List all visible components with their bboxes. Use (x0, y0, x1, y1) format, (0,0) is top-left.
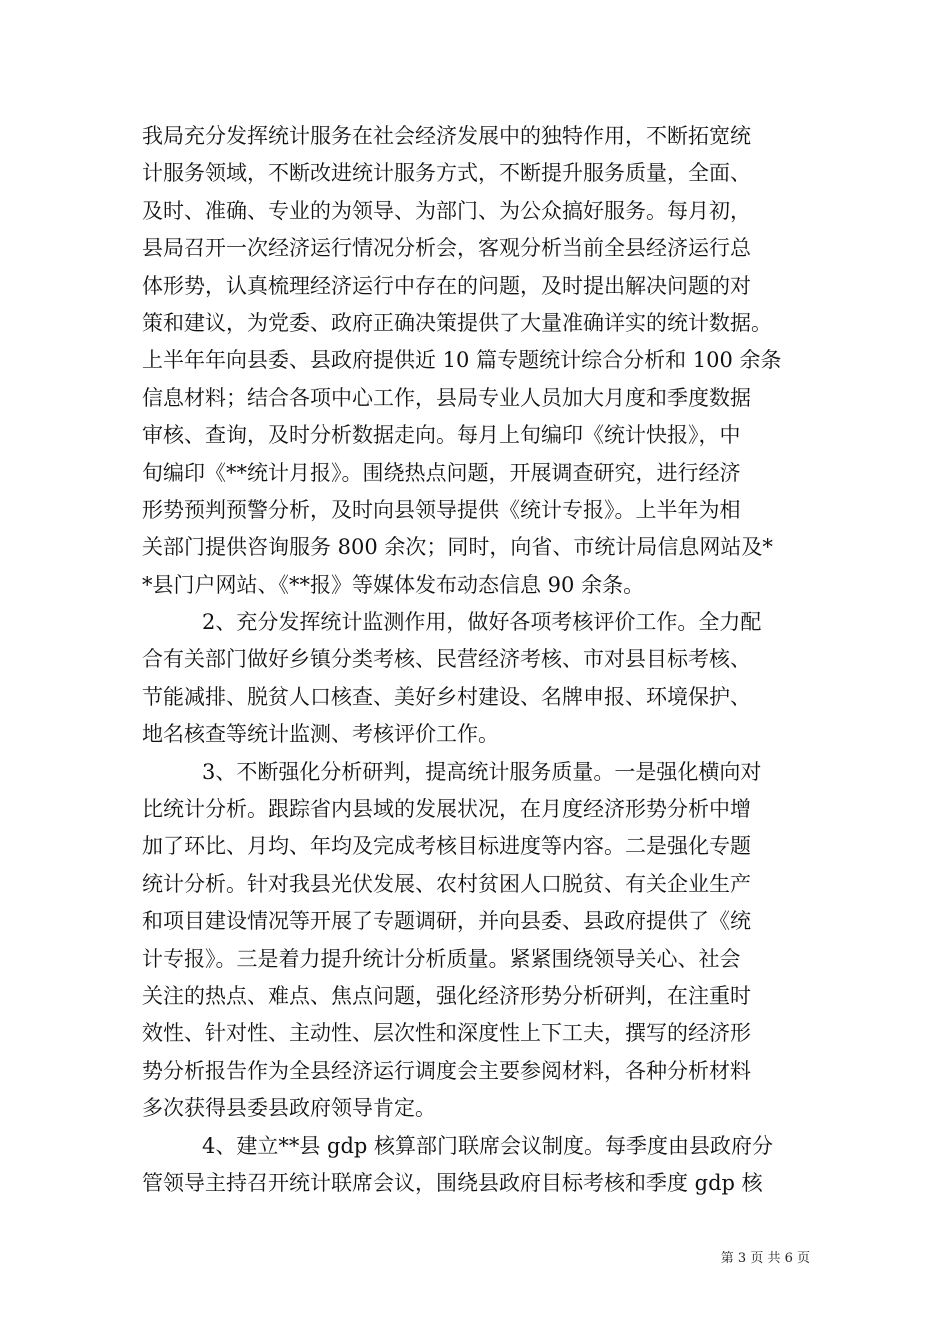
text-line: 比统计分析。跟踪省内县域的发展状况，在月度经济形势分析中增 (142, 797, 751, 822)
text-line: 关部门提供咨询服务 800 余次；同时，向省、市统计局信息网站及* (142, 535, 773, 560)
paragraph-3 (142, 754, 810, 1128)
text-line: 多次获得县委县政府领导肯定。 (142, 1096, 436, 1121)
text-line: 形势预判预警分析，及时向县领导提供《统计专报》。上半年为相 (142, 497, 741, 522)
text-line: 县局召开一次经济运行情况分析会，客观分析当前全县经济运行总 (142, 236, 751, 261)
text-line: 策和建议，为党委、政府正确决策提供了大量准确详实的统计数据。 (142, 310, 772, 335)
text-line: 审核、查询，及时分析数据走向。每月上旬编印《统计快报》，中 (142, 423, 741, 448)
text-line: 加了环比、月均、年均及完成考核目标进度等内容。二是强化专题 (142, 834, 751, 859)
document-body (142, 118, 810, 1202)
paragraph-4 (142, 1128, 810, 1203)
text-line: 上半年年向县委、县政府提供近 10 篇专题统计综合分析和 100 余条 (142, 348, 782, 373)
text-line: 势分析报告作为全县经济运行调度会主要参阅材料，各种分析材料 (142, 1058, 751, 1083)
text-line: 节能减排、脱贫人口核查、美好乡村建设、名牌申报、环境保护、 (142, 684, 751, 709)
text-line: 2、充分发挥统计监测作用，做好各项考核评价工作。全力配 (202, 610, 762, 635)
text-line: 地名核查等统计监测、考核评价工作。 (142, 722, 499, 747)
text-line: 4、建立**县 gdp 核算部门联席会议制度。每季度由县政府分 (202, 1133, 774, 1158)
text-line: 效性、针对性、主动性、层次性和深度性上下工夫，撰写的经济形 (142, 1021, 751, 1046)
text-line: 及时、准确、专业的为领导、为部门、为公众搞好服务。每月初， (142, 198, 751, 223)
text-line: 3、不断强化分析研判，提高统计服务质量。一是强化横向对 (202, 759, 762, 784)
text-line: 计服务领域，不断改进统计服务方式，不断提升服务质量，全面、 (142, 161, 751, 186)
text-line: *县门户网站、《**报》等媒体发布动态信息 90 余条。 (142, 572, 645, 597)
paragraph-1 (142, 118, 810, 604)
text-line: 和项目建设情况等开展了专题调研，并向县委、县政府提供了《统 (142, 909, 751, 934)
text-line: 统计分析。针对我县光伏发展、农村贫困人口脱贫、有关企业生产 (142, 871, 751, 896)
text-line: 信息材料；结合各项中心工作，县局专业人员加大月度和季度数据 (142, 385, 751, 410)
text-line: 旬编印《**统计月报》。围绕热点问题，开展调查研究，进行经济 (142, 460, 741, 485)
text-line: 管领导主持召开统计联席会议，围绕县政府目标考核和季度 gdp 核 (142, 1170, 763, 1195)
text-line: 计专报》。三是着力提升统计分析质量。紧紧围绕领导关心、社会 (142, 946, 741, 971)
text-line: 我局充分发挥统计服务在社会经济发展中的独特作用，不断拓宽统 (142, 124, 751, 148)
text-line: 合有关部门做好乡镇分类考核、民营经济考核、市对县目标考核、 (142, 647, 751, 672)
text-line: 体形势，认真梳理经济运行中存在的问题，及时提出解决问题的对 (142, 273, 751, 298)
paragraph-2 (142, 604, 810, 754)
text-line: 关注的热点、难点、焦点问题，强化经济形势分析研判，在注重时 (142, 983, 751, 1008)
page-number: 第 3 页 共 6 页 (720, 1251, 810, 1266)
